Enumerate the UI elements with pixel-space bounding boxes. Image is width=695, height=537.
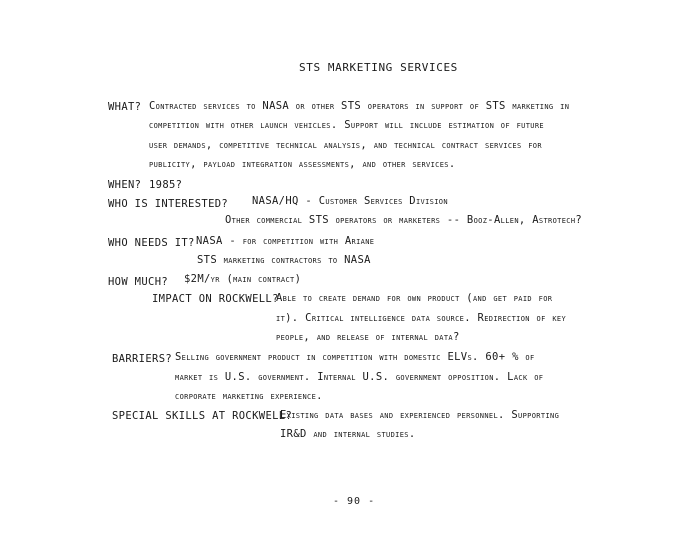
who-needs-label: WHO NEEDS IT? <box>108 237 195 249</box>
page-number: - 90 - <box>333 496 376 507</box>
special-skills-line-1: Existing data bases and experienced personnel. Supporting <box>280 409 560 421</box>
barriers-line-3: corporate marketing experience. <box>175 390 323 402</box>
page-title: STS MARKETING SERVICES <box>299 61 458 74</box>
who-needs-line-1: NASA - for competition with Ariane <box>196 235 375 247</box>
barriers-line-1: Selling government product in competition with domestic ELVs. 60+ % of <box>175 351 535 363</box>
what-label: WHAT? <box>108 101 142 113</box>
who-interested-line-2: Other commercial STS operators or marketers -- Booz-Allen, Astrotech? <box>225 214 583 226</box>
impact-label: IMPACT ON ROCKWELL? <box>152 293 279 305</box>
what-text-line-4: publicity, payload integration assessments, and other services. <box>149 158 456 170</box>
how-much-value: $2M/yr (main contract) <box>184 273 302 285</box>
impact-line-3: people, and release of internal data? <box>276 331 460 343</box>
who-interested-line-1: NASA/HQ - Customer Services Division <box>252 195 448 207</box>
impact-line-2: it). Critical intelligence data source. Redirection of key <box>276 312 567 324</box>
what-text-line-1: Contracted services to NASA or other STS operators in support of STS marketing in <box>149 100 570 112</box>
when-label: WHEN? <box>108 179 142 191</box>
special-skills-label: SPECIAL SKILLS AT ROCKWELL? <box>112 410 293 422</box>
barriers-line-2: market is U.S. government. Internal U.S. government opposition. Lack of <box>175 371 544 383</box>
who-needs-line-2: STS marketing contractors to NASA <box>197 254 371 266</box>
what-text-line-3: user demands, competitive technical analysis, and technical contract services for <box>149 139 542 151</box>
who-interested-label: WHO IS INTERESTED? <box>108 198 229 210</box>
when-value: 1985? <box>149 179 183 191</box>
how-much-label: HOW MUCH? <box>108 276 169 288</box>
barriers-label: BARRIERS? <box>112 353 173 365</box>
what-text-line-2: competition with other launch vehicles. Support will include estimation of future <box>149 119 544 131</box>
impact-line-1: Able to create demand for own product (and get paid for <box>276 292 553 304</box>
special-skills-line-2: IR&D and internal studies. <box>280 428 416 440</box>
